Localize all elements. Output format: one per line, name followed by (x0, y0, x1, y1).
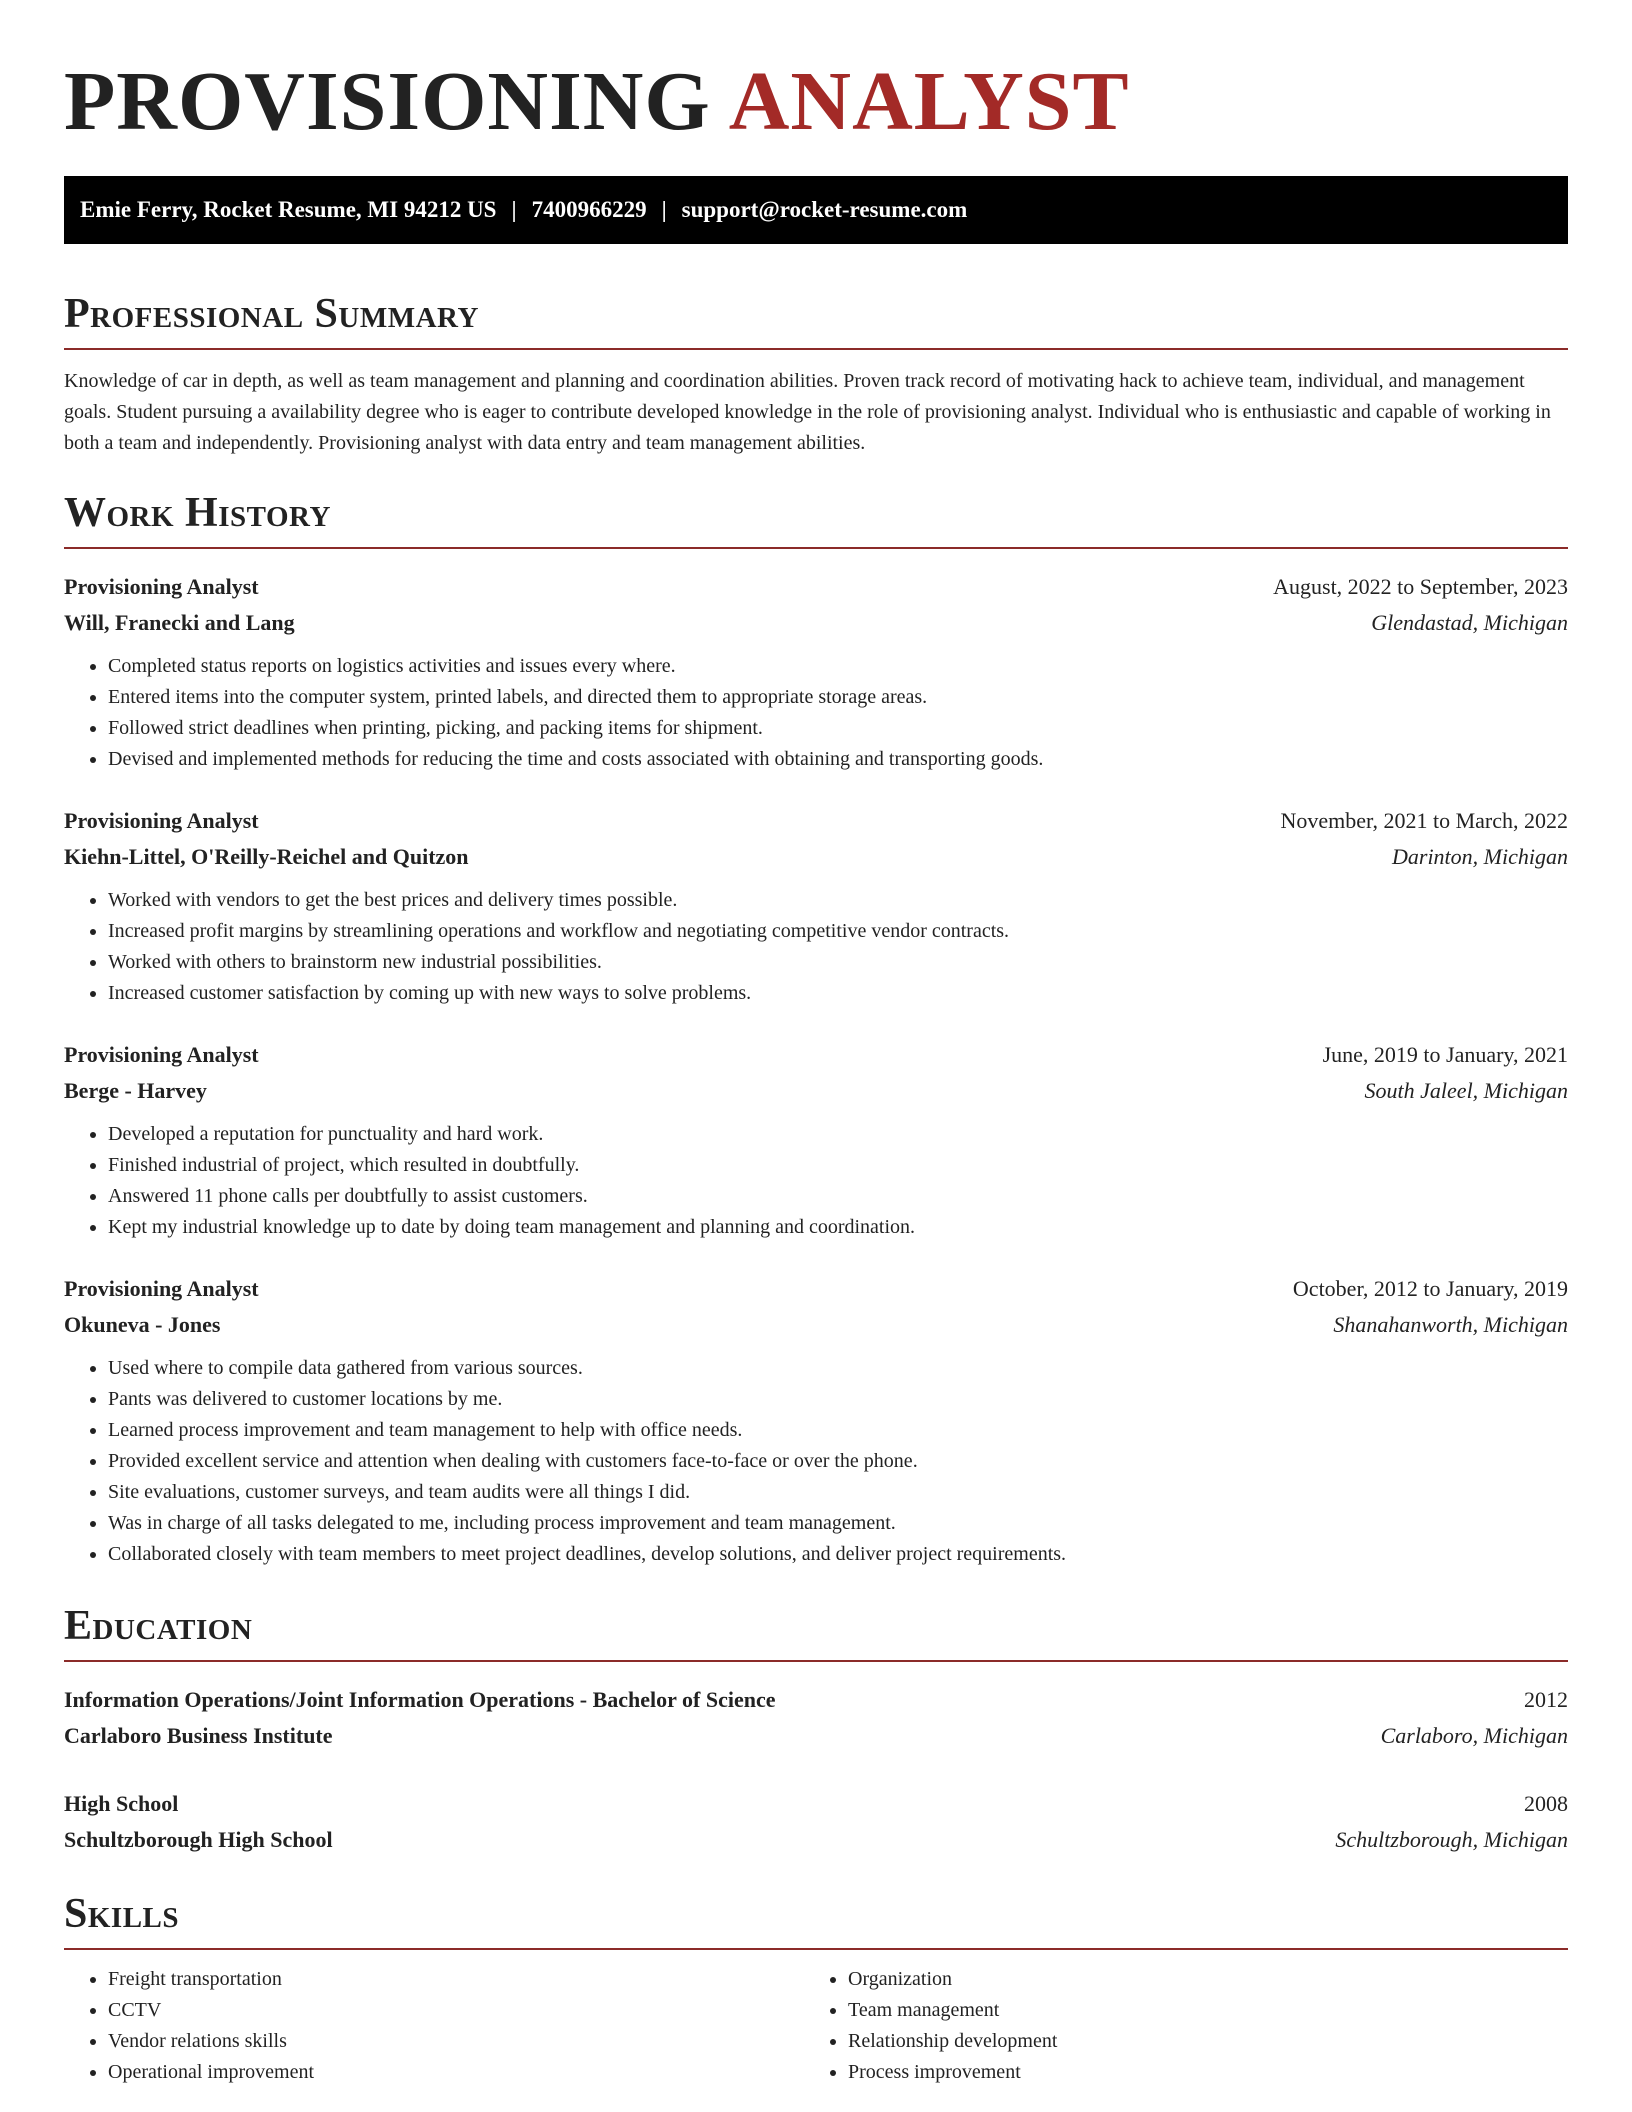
job-company: Kiehn-Littel, O'Reilly-Reichel and Quitzon (64, 844, 469, 869)
skill-item: • Operational improvement (108, 2057, 804, 2088)
education-location: Schultzborough, Michigan (1335, 1827, 1568, 1852)
education-heading: Education (64, 1600, 1568, 1662)
job-company-row (64, 605, 1568, 641)
skill-item: • Freight transportation (108, 1964, 804, 1995)
job-location: Darinton, Michigan (1392, 844, 1568, 869)
job-bullet: • Developed a reputation for punctuality and hard work. (108, 1119, 1568, 1150)
education-school-row (64, 1718, 1568, 1754)
education-year: 2012 (1524, 1687, 1568, 1712)
job-bullets (64, 885, 1568, 1009)
job-title: Provisioning Analyst (64, 1276, 259, 1301)
job-location: Glendastad, Michigan (1371, 610, 1568, 635)
education-school: Carlaboro Business Institute (64, 1723, 333, 1748)
resume-page (64, 0, 1568, 2088)
job-bullet: • Devised and implemented methods for reducing the time and costs associated with obtaining and transporting goods. (108, 744, 1568, 775)
job-company: Will, Franecki and Lang (64, 610, 295, 635)
job-company: Berge - Harvey (64, 1078, 207, 1103)
job-dates: October, 2012 to January, 2019 (1292, 1276, 1568, 1301)
job-company: Okuneva - Jones (64, 1312, 221, 1337)
job-title-row (64, 803, 1568, 839)
title-first-word: PROVISIONING (64, 55, 711, 148)
contact-separator: | (661, 197, 667, 222)
education-degree-row (64, 1786, 1568, 1822)
job-dates: August, 2022 to September, 2023 (1273, 574, 1568, 599)
job-title: Provisioning Analyst (64, 574, 259, 599)
job-company-row (64, 1307, 1568, 1343)
education-degree: High School (64, 1791, 179, 1816)
job-bullet: • Worked with vendors to get the best prices and delivery times possible. (108, 885, 1568, 916)
job-bullet: • Collaborated closely with team members to meet project deadlines, develop solutions, and deliver project requirements. (108, 1539, 1568, 1570)
contact-email: support@rocket-resume.com (681, 197, 968, 222)
education-entry (64, 1786, 1568, 1858)
summary-section (64, 288, 1568, 459)
job-title-row (64, 569, 1568, 605)
job-bullet: • Learned process improvement and team management to help with office needs. (108, 1415, 1568, 1446)
job-bullet: • Increased customer satisfaction by coming up with new ways to solve problems. (108, 978, 1568, 1009)
work-history-section (64, 487, 1568, 1570)
job-bullet: • Pants was delivered to customer locations by me. (108, 1384, 1568, 1415)
job-title: Provisioning Analyst (64, 808, 259, 833)
skill-item: • Relationship development (848, 2026, 1544, 2057)
job-bullet: • Was in charge of all tasks delegated to me, including process improvement and team management. (108, 1508, 1568, 1539)
skills-heading: Skills (64, 1888, 1568, 1950)
education-year: 2008 (1524, 1791, 1568, 1816)
job-dates: November, 2021 to March, 2022 (1280, 808, 1568, 833)
job-bullet: • Kept my industrial knowledge up to date by doing team management and planning and coordination. (108, 1212, 1568, 1243)
job-bullets (64, 1353, 1568, 1570)
job-entry (64, 569, 1568, 775)
skills-section (64, 1888, 1568, 2088)
resume-title (64, 0, 1568, 152)
job-entry (64, 1271, 1568, 1570)
skill-item: • Process improvement (848, 2057, 1544, 2088)
skills-column-left (64, 1964, 804, 2088)
skills-column-right (804, 1964, 1544, 2088)
education-section (64, 1600, 1568, 1858)
job-bullet: • Increased profit margins by streamlining operations and workflow and negotiating competitive vendor contracts. (108, 916, 1568, 947)
job-title-row (64, 1037, 1568, 1073)
job-bullet: • Worked with others to brainstorm new industrial possibilities. (108, 947, 1568, 978)
job-bullets (64, 651, 1568, 775)
contact-phone: 7400966229 (531, 197, 647, 222)
education-degree: Information Operations/Joint Information Operations - Bachelor of Science (64, 1687, 776, 1712)
job-entry (64, 1037, 1568, 1243)
title-second-word: ANALYST (728, 55, 1130, 148)
skill-item: • Vendor relations skills (108, 2026, 804, 2057)
job-title: Provisioning Analyst (64, 1042, 259, 1067)
job-bullet: • Completed status reports on logistics activities and issues every where. (108, 651, 1568, 682)
skill-item: • Organization (848, 1964, 1544, 1995)
job-company-row (64, 839, 1568, 875)
job-entry (64, 803, 1568, 1009)
contact-address: Emie Ferry, Rocket Resume, MI 94212 US (80, 197, 497, 222)
work-history-heading: Work History (64, 487, 1568, 549)
job-company-row (64, 1073, 1568, 1109)
job-bullet: • Finished industrial of project, which resulted in doubtfully. (108, 1150, 1568, 1181)
job-bullet: • Followed strict deadlines when printing, picking, and packing items for shipment. (108, 713, 1568, 744)
job-bullet: • Used where to compile data gathered from various sources. (108, 1353, 1568, 1384)
job-bullet: • Entered items into the computer system, printed labels, and directed them to appropriate storage areas. (108, 682, 1568, 713)
skills-grid (64, 1964, 1568, 2088)
job-bullet: • Site evaluations, customer surveys, and team audits were all things I did. (108, 1477, 1568, 1508)
job-bullet: • Provided excellent service and attention when dealing with customers face-to-face or over the phone. (108, 1446, 1568, 1477)
job-bullet: • Answered 11 phone calls per doubtfully to assist customers. (108, 1181, 1568, 1212)
skill-item: • CCTV (108, 1995, 804, 2026)
education-school-row (64, 1822, 1568, 1858)
contact-separator: | (511, 197, 517, 222)
skill-item: • Team management (848, 1995, 1544, 2026)
education-location: Carlaboro, Michigan (1380, 1723, 1568, 1748)
job-location: South Jaleel, Michigan (1364, 1078, 1568, 1103)
summary-text: Knowledge of car in depth, as well as team management and planning and coordination abilities. Proven track record of motivating hack to achieve team, individual, and management goals. Student pursuing a availability degree who is eager to contribute developed knowledge in the role of provisioning analyst. Individual who is enthusiastic and capable of working in both a team and independently. Provisioning analyst with data entry and team management abilities. (64, 370, 1551, 454)
job-bullets (64, 1119, 1568, 1243)
education-school: Schultzborough High School (64, 1827, 333, 1852)
summary-heading: Professional Summary (64, 288, 1568, 350)
job-dates: June, 2019 to January, 2021 (1322, 1042, 1568, 1067)
job-title-row (64, 1271, 1568, 1307)
job-location: Shanahanworth, Michigan (1333, 1312, 1568, 1337)
education-entry (64, 1682, 1568, 1754)
contact-bar (64, 176, 1568, 244)
education-degree-row (64, 1682, 1568, 1718)
